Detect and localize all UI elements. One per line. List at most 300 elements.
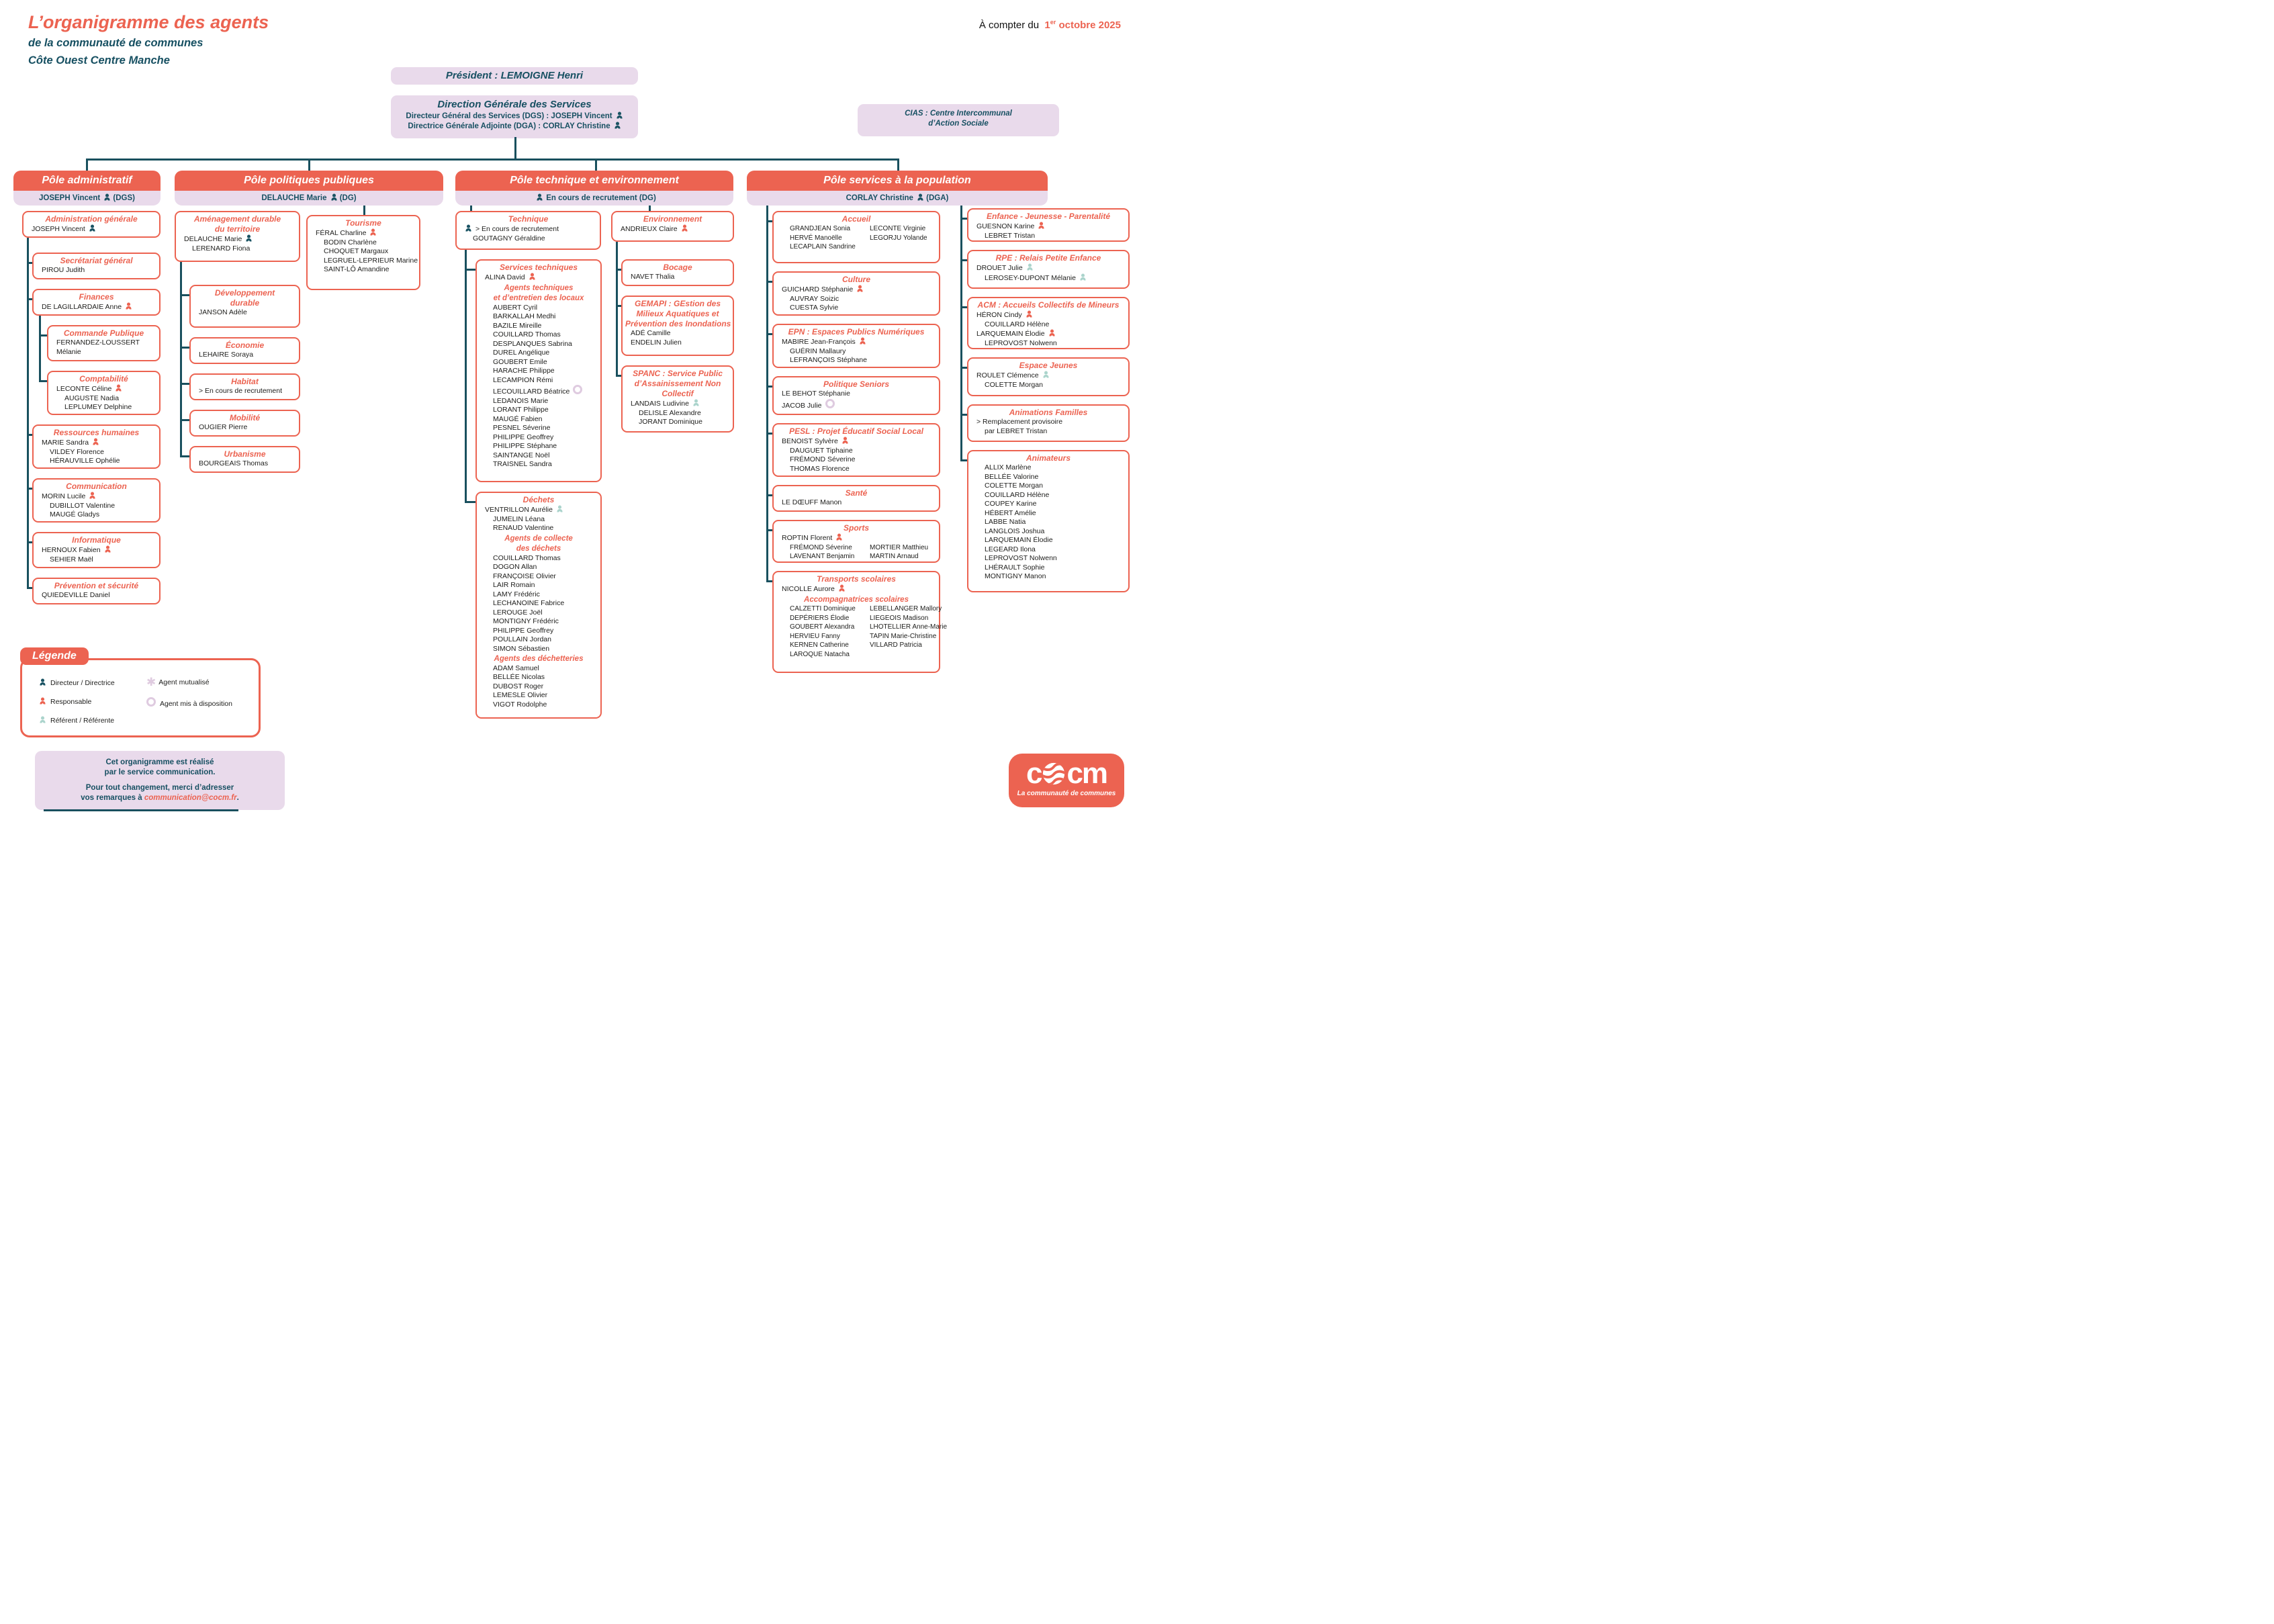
- person-line: [971, 518, 1126, 527]
- box-sante: [772, 485, 940, 512]
- directeur-icon: [245, 234, 253, 242]
- person-name: DESPLANQUES Sabrina: [493, 339, 572, 348]
- person-name: HERVÉ Manoëlle: [790, 234, 842, 242]
- person-line: [480, 312, 598, 322]
- person-line: [856, 632, 936, 641]
- box-title: Culture: [842, 275, 870, 284]
- person-line: [625, 339, 730, 348]
- person-line: [971, 273, 1126, 283]
- connector-line: [960, 306, 967, 308]
- person-line: [776, 356, 936, 365]
- box-spanc: [621, 365, 734, 433]
- group-subheading: [776, 596, 936, 605]
- page-subtitle-1: de la communauté de communes: [28, 37, 203, 49]
- person-line: [776, 533, 936, 543]
- connector-line: [897, 159, 899, 171]
- box-prevention-securite: [32, 578, 161, 604]
- referent-icon: [692, 399, 700, 406]
- person-line: [971, 418, 1126, 427]
- person-line: [971, 310, 1126, 320]
- person-name: > Remplacement provisoire: [976, 418, 1063, 426]
- person-line: [480, 385, 598, 397]
- responsable-icon: [125, 302, 132, 310]
- person-line: [193, 459, 296, 469]
- person-line: [36, 591, 156, 600]
- box-title: Services techniques: [499, 263, 578, 272]
- person-line: [480, 349, 598, 358]
- box-title: Milieux Aquatiques et: [636, 309, 719, 318]
- person-name: DELAUCHE Marie: [184, 235, 242, 243]
- person-name: SEHIER Maël: [50, 555, 93, 563]
- person-line: [971, 482, 1126, 491]
- pole-director-line: JOSEPH Vincent (DGS): [13, 191, 161, 206]
- person-name: CHOQUET Margaux: [324, 247, 389, 255]
- connector-line: [960, 367, 967, 369]
- box-ressources-humaines: [32, 424, 161, 469]
- person-line: [480, 515, 598, 525]
- person-name: LHÉRAULT Sophie: [985, 563, 1045, 572]
- dga-line: Directrice Générale Adjointe (DGA) : CORLAY Christine: [391, 122, 638, 132]
- person-line: [480, 367, 598, 376]
- box-rpe: [967, 250, 1130, 289]
- box-title: Ressources humaines: [53, 428, 140, 437]
- person-name: MABIRE Jean-François: [782, 338, 856, 346]
- person-name: LARQUEMAIN Élodie: [985, 536, 1053, 544]
- box-tourisme: [306, 215, 420, 290]
- person-name: LAVENANT Benjamin: [790, 553, 855, 560]
- person-line: [776, 337, 936, 347]
- connector-line: [27, 434, 32, 436]
- person-name: COUILLARD Hélène: [985, 320, 1050, 328]
- person-name: LAIR Romain: [493, 581, 535, 589]
- connector-line: [180, 347, 189, 349]
- box-title: Technique: [508, 214, 549, 224]
- person-line: [459, 224, 597, 234]
- pole-politiques-publiques-header: [175, 171, 443, 206]
- connector-line: [180, 262, 182, 455]
- group-subheading-line: Agents des déchetteries: [494, 655, 584, 663]
- person-line: [971, 427, 1126, 437]
- person-line: [776, 650, 856, 660]
- box-title: Développement: [214, 288, 275, 298]
- person-line: [480, 691, 598, 701]
- person-line: [971, 500, 1126, 509]
- box-title: Animateurs: [1026, 453, 1071, 463]
- person-line: [480, 701, 598, 710]
- connector-line: [595, 159, 597, 171]
- pole-administratif-header: [13, 171, 161, 206]
- person-name: PIROU Judith: [42, 266, 85, 274]
- person-line: [36, 448, 156, 457]
- person-name: LORANT Philippe: [493, 406, 549, 414]
- responsable-icon: [92, 438, 99, 445]
- box-administration-generale: [22, 211, 161, 238]
- person-name: HÉRAUVILLE Ophélie: [50, 457, 120, 465]
- person-name: BELLÉE Nicolas: [493, 673, 545, 681]
- person-name: COLETTE Morgan: [985, 380, 1043, 389]
- box-informatique: [32, 532, 161, 568]
- person-line: [36, 302, 156, 312]
- person-name: COUILLARD Hélène: [985, 490, 1050, 499]
- box-title: d’Assainissement Non: [634, 379, 721, 388]
- cias-line-1: CIAS : Centre Intercommunal: [905, 109, 1012, 118]
- connector-line: [27, 262, 32, 264]
- person-name: DAUGUET Tiphaine: [790, 446, 853, 455]
- person-line: [856, 552, 936, 561]
- page-edge-bar: [44, 809, 238, 811]
- person-name: MARTIN Arnaud: [870, 553, 919, 560]
- box-culture: [772, 271, 940, 316]
- cias-line-2: d’Action Sociale: [928, 120, 989, 128]
- person-line: [480, 330, 598, 340]
- page-subtitle-2: Côte Ouest Centre Manche: [28, 54, 170, 66]
- person-name: GUICHARD Stéphanie: [782, 285, 854, 294]
- mis-a-disposition-icon: [573, 385, 582, 394]
- person-name: LE DŒUFF Manon: [782, 498, 842, 506]
- person-line: [310, 265, 416, 275]
- globe-icon: [1042, 762, 1065, 785]
- person-line: [480, 322, 598, 331]
- person-line: [480, 424, 598, 433]
- person-line: [971, 463, 1126, 473]
- group-subheading-line: Agents techniques: [504, 283, 574, 292]
- pole-title: Pôle administratif: [13, 171, 161, 191]
- contact-email-link[interactable]: communication@cocm.fr: [144, 794, 237, 802]
- legend-title: Légende: [20, 647, 89, 665]
- person-name: VILLARD Patricia: [870, 641, 922, 649]
- connector-line: [960, 459, 967, 461]
- president-label: Président : LEMOIGNE Henri: [445, 70, 584, 81]
- directeur-icon: [536, 193, 543, 201]
- responsable-icon: [1038, 222, 1045, 229]
- note-line-1: Cet organigramme est réalisé: [105, 758, 214, 766]
- person-line: [480, 572, 598, 582]
- pole-services-population-header: [747, 171, 1048, 206]
- person-line: [776, 234, 856, 243]
- person-name: LIEGEOIS Madison: [870, 614, 929, 622]
- person-name: LERENARD Fiona: [192, 244, 251, 253]
- responsable-icon: [1026, 310, 1033, 318]
- connector-line: [960, 206, 962, 459]
- box-dechets: [475, 492, 602, 719]
- connector-line: [960, 218, 967, 220]
- box-title: Accueil: [842, 214, 871, 224]
- person-name: LANDAIS Ludivine: [631, 400, 689, 408]
- box-espace-jeunes: [967, 357, 1130, 396]
- person-line: [776, 543, 856, 553]
- legend-item-referent: Référent / Référente: [39, 716, 114, 725]
- person-name: JUMELIN Léana: [493, 514, 545, 523]
- person-line: [480, 433, 598, 443]
- person-name: GUÉRIN Mallaury: [790, 347, 846, 355]
- person-name: ROULET Clémence: [976, 371, 1039, 379]
- pole-technique-environnement-header: [455, 171, 733, 206]
- person-line: [480, 673, 598, 682]
- person-name: COLETTE Morgan: [985, 482, 1043, 490]
- responsable-icon: [859, 337, 866, 345]
- person-name: LAMY Frédéric: [493, 590, 540, 598]
- box-sports: [772, 520, 940, 563]
- person-line: [480, 590, 598, 600]
- person-name: PHILIPPE Geoffrey: [493, 433, 554, 441]
- box-urbanisme: [189, 446, 300, 473]
- person-name: VILDEY Florence: [50, 447, 104, 456]
- connector-line: [180, 294, 189, 296]
- person-line: [971, 491, 1126, 500]
- box-amenagement-durable: [175, 211, 300, 262]
- person-name: LEMESLE Olivier: [493, 691, 548, 699]
- person-name: GOUTAGNY Géraldine: [473, 234, 545, 242]
- box-gemapi: [621, 296, 734, 356]
- person-name: SAINT-LÔ Amandine: [324, 265, 390, 273]
- box-title: Urbanisme: [224, 449, 266, 459]
- name-column: [776, 604, 856, 659]
- group-subheading-line: Accompagnatrices scolaires: [804, 595, 909, 604]
- person-line: [480, 358, 598, 367]
- group-subheading: [480, 535, 598, 554]
- box-title: Administration générale: [45, 214, 138, 224]
- person-line: [971, 536, 1126, 545]
- person-line: [193, 351, 296, 360]
- responsable-icon: [529, 273, 536, 280]
- person-name: SAINTANGE Noël: [493, 451, 550, 459]
- person-name: SIMON Sébastien: [493, 644, 550, 653]
- box-title: Communication: [66, 482, 127, 491]
- box-mobilite: [189, 410, 300, 437]
- box-services-techniques: [475, 259, 602, 482]
- responsable-icon: [89, 492, 96, 499]
- person-name: > En cours de recrutement: [199, 387, 283, 395]
- person-line: [776, 285, 936, 295]
- person-line: [480, 645, 598, 654]
- person-name: COUPEY Karine: [985, 500, 1037, 508]
- person-name: LHOTELLIER Anne-Marie: [870, 623, 948, 631]
- person-line: [776, 390, 936, 399]
- person-line: [971, 339, 1126, 349]
- person-line: [971, 232, 1126, 241]
- person-name: > En cours de recrutement: [475, 225, 559, 233]
- person-name: PHILIPPE Stéphane: [493, 442, 557, 450]
- person-name: LEFRANÇOIS Stéphane: [790, 356, 867, 364]
- person-name: JOSEPH Vincent: [32, 225, 85, 233]
- person-line: [480, 635, 598, 645]
- connector-line: [180, 383, 189, 385]
- pole-director-line: CORLAY Christine (DGA): [747, 191, 1048, 206]
- person-name: CUESTA Sylvie: [790, 304, 839, 312]
- person-line: [51, 339, 156, 348]
- person-line: [480, 627, 598, 636]
- box-bocage: [621, 259, 734, 286]
- dgs-line: Directeur Général des Services (DGS) : JOSEPH Vincent: [391, 111, 638, 122]
- person-name: THOMAS Florence: [790, 464, 850, 473]
- box-title: ACM : Accueils Collectifs de Mineurs: [977, 300, 1120, 310]
- person-name: FÉRAL Charline: [316, 229, 367, 237]
- responsable-icon: [681, 224, 688, 232]
- person-name: MAUGÉ Fabien: [493, 414, 543, 423]
- person-line: [480, 273, 598, 283]
- responsable-icon: [1048, 329, 1056, 336]
- person-name: DUREL Angélique: [493, 349, 550, 357]
- person-name: COUILLARD Thomas: [493, 330, 561, 339]
- legend-item-mis-a-disposition: Agent mis à disposition: [146, 697, 232, 708]
- person-name: BOURGEAIS Thomas: [199, 459, 269, 467]
- person-name: DE LAGILLARDAIE Anne: [42, 303, 122, 311]
- person-line: [480, 304, 598, 313]
- person-name: NAVET Thalia: [631, 273, 675, 281]
- directeur-icon: [616, 111, 623, 119]
- person-line: [480, 599, 598, 608]
- box-title: Informatique: [72, 535, 121, 545]
- person-line: [51, 348, 156, 357]
- person-line: [856, 623, 948, 632]
- date-prefix: À compter du: [979, 19, 1040, 31]
- person-line: [26, 224, 156, 234]
- cias-box: [858, 104, 1059, 136]
- box-accueil: [772, 211, 940, 263]
- name-column: [776, 224, 856, 252]
- person-name: LEGRUEL-LEPRIEUR Marine: [324, 256, 418, 265]
- person-name: DUBILLOT Valentine: [50, 501, 116, 510]
- box-epn: [772, 324, 940, 368]
- directeur-icon: [39, 678, 46, 686]
- connector-line: [27, 541, 32, 543]
- person-line: [776, 347, 936, 357]
- group-subheading: [480, 284, 598, 304]
- person-line: [776, 455, 936, 465]
- person-line: [480, 397, 598, 406]
- connector-line: [766, 386, 772, 388]
- referent-icon: [1026, 263, 1034, 271]
- person-name: LEPLUMEY Delphine: [64, 403, 132, 411]
- box-transports-scolaires: [772, 571, 948, 673]
- box-title: Sports: [843, 523, 869, 533]
- person-name: FERNANDEZ-LOUSSERT: [56, 339, 140, 347]
- box-communication: [32, 478, 161, 523]
- box-environnement: [611, 211, 734, 242]
- person-name: QUIEDEVILLE Daniel: [42, 591, 110, 599]
- person-name: LECAPLAIN Sandrine: [790, 243, 856, 251]
- person-line: [776, 623, 856, 632]
- person-name: HERVIEU Fanny: [790, 632, 840, 640]
- person-name: MORTIER Matthieu: [870, 543, 929, 551]
- person-name: MONTIGNY Manon: [985, 572, 1046, 580]
- person-line: [776, 437, 936, 447]
- name-column: [776, 543, 856, 561]
- person-line: [776, 304, 936, 313]
- person-line: [310, 257, 416, 266]
- person-name: ADÉ Camille: [631, 329, 671, 337]
- person-name: AUVRAY Soizic: [790, 294, 839, 303]
- connector-line: [616, 242, 618, 375]
- pole-title: Pôle services à la population: [747, 171, 1048, 191]
- box-title: Mobilité: [229, 413, 261, 422]
- person-line: [480, 554, 598, 563]
- connector-line: [180, 419, 189, 421]
- responsable-icon: [104, 545, 111, 553]
- name-column: [856, 224, 936, 252]
- person-name: ENDELIN Julien: [631, 338, 682, 347]
- person-line: [625, 418, 730, 427]
- connector-line: [766, 333, 772, 335]
- person-line: [36, 555, 156, 565]
- person-name: MARIE Sandra: [42, 439, 89, 447]
- person-line: [971, 527, 1126, 537]
- person-line: [36, 545, 156, 555]
- effective-date: [979, 19, 1121, 31]
- box-title: Espace Jeunes: [1019, 361, 1078, 370]
- connector-line: [766, 206, 768, 580]
- person-line: [776, 295, 936, 304]
- person-line: [776, 552, 856, 561]
- person-line: [36, 438, 156, 448]
- responsable-icon: [369, 228, 377, 236]
- box-title: Secrétariat général: [60, 256, 133, 265]
- person-name: CALZETTI Dominique: [790, 605, 856, 613]
- cocm-logo: [1009, 754, 1124, 807]
- box-title: SPANC : Service Public: [633, 369, 723, 378]
- box-title: Habitat: [231, 377, 259, 386]
- person-name: BODIN Charlène: [324, 238, 377, 246]
- person-name: DOGON Allan: [493, 563, 537, 571]
- legend-item-mutualise: ✱ Agent mutualisé: [146, 676, 210, 688]
- connector-line: [616, 269, 621, 271]
- organigramme-poster: [0, 0, 1137, 812]
- group-subheading-line: des déchets: [516, 545, 561, 553]
- box-animateurs: [967, 450, 1130, 592]
- person-name: LEPROVOST Nolwenn: [985, 554, 1057, 562]
- box-title: Déchets: [522, 495, 555, 504]
- person-name: LEROSEY-DUPONT Mélanie: [985, 273, 1076, 282]
- person-name: LECONTE Céline: [56, 385, 112, 393]
- person-line: [51, 403, 156, 412]
- person-line: [480, 451, 598, 461]
- person-line: [480, 442, 598, 451]
- connector-line: [766, 494, 772, 496]
- person-line: [776, 604, 856, 614]
- person-line: [776, 641, 856, 650]
- person-name: DEPÉRIERS Élodie: [790, 614, 850, 622]
- person-name: LARQUEMAIN Élodie: [976, 330, 1045, 338]
- group-subheading: [480, 655, 598, 664]
- person-name: GUESNON Karine: [976, 222, 1035, 230]
- person-name: JACOB Julie: [782, 401, 822, 410]
- person-line: [480, 664, 598, 674]
- pole-title: Pôle politiques publiques: [175, 171, 443, 191]
- person-name: ALLIX Marlène: [985, 463, 1032, 471]
- person-line: [971, 509, 1126, 518]
- connector-line: [27, 238, 29, 587]
- box-title: Environnement: [643, 214, 702, 224]
- connector-line: [86, 159, 897, 161]
- connector-line: [39, 334, 47, 336]
- person-line: [310, 247, 416, 257]
- person-name: BAZILE Mireille: [493, 321, 542, 330]
- box-habitat: [189, 373, 300, 400]
- person-name: LEHAIRE Soraya: [199, 351, 254, 359]
- box-technique: [455, 211, 601, 250]
- person-name: TRAISNEL Sandra: [493, 460, 552, 468]
- box-title: Commande Publique: [63, 328, 144, 338]
- connector-line: [960, 259, 967, 261]
- logo-tagline: La communauté de communes: [1017, 790, 1116, 797]
- person-name: LEGORJU Yolande: [870, 234, 927, 242]
- person-line: [625, 329, 730, 339]
- connector-line: [616, 305, 621, 307]
- connector-line: [514, 137, 516, 159]
- person-line: [615, 224, 730, 234]
- person-line: [971, 545, 1126, 555]
- box-title: du territoire: [214, 224, 261, 234]
